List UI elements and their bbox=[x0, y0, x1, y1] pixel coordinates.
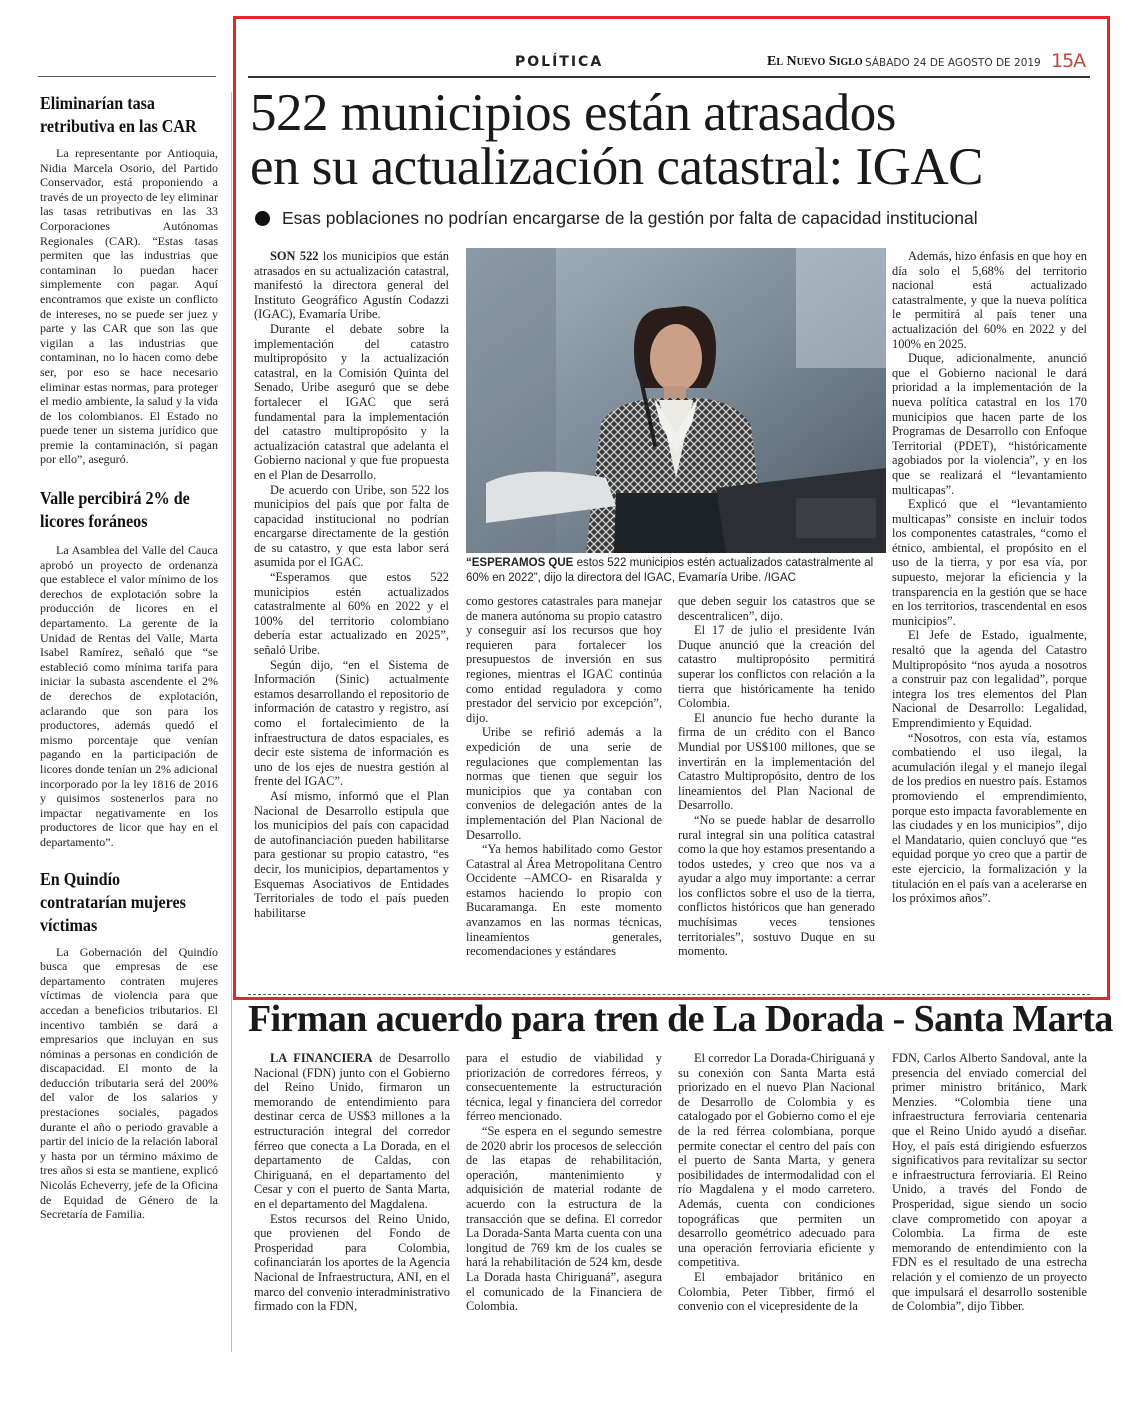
main-headline bbox=[250, 86, 1100, 194]
sidebar-headline: Valle percibirá 2% de licores foráneos bbox=[40, 488, 190, 532]
photo-director-at-podium bbox=[466, 248, 886, 553]
paragraph: “No se puede hablar de desarrollo rural integral sin una política catastral como la que hoy estamos presentando a todos ustedes, y creo que nos va a ayudar a algo muy importante: a cerrar los conflictos sobre el uso de la tierra, conflictos históricos que han generado muchísimas veces tensiones territoriales”, sostuvo Duque en su momento. bbox=[678, 812, 875, 959]
paragraph: como gestores catastrales para manejar de manera autónoma su propio catastro y conseguir así los recursos que hoy requieren para fortalecer los presupuestos de inversión en sus regiones, mientras el IGAC continúa como entidad reguladora y como prestador del servicio por excepción”, dijo. bbox=[466, 594, 662, 725]
paragraph: El anuncio fue hecho durante la firma de un crédito con el Banco Mundial por US$100 millones, que se invertirán en la implementación del Catastro Multipropósito, dentro de los lineamientos del Plan Nacional de Desarrollo. bbox=[678, 710, 875, 813]
lead-in: SON 522 bbox=[270, 249, 319, 263]
paragraph: Duque, adicionalmente, anunció que el Gobierno nacional le dará prioridad a la implementación de la nueva política catastral en los 170 municipios que hacen parte de los Programas de Desarrollo con Enfoque Territorial (PDET), “históricamente agobiados por la violencia”, y en los que se realizará el “levantamiento multicapas”. bbox=[892, 351, 1087, 497]
caption-text: estos 522 municipios estén actualizados catastralmente al 60% en 2022”, dijo la directora del IGAC, Evamaría Uribe. /IGAC bbox=[466, 557, 874, 584]
headline-line-1: 522 municipios están atrasados bbox=[250, 84, 896, 142]
page-number: 15A bbox=[1051, 50, 1086, 72]
paragraph: El corredor La Dorada-Chiriguaná y su conexión con Santa Marta está priorizado en el nuevo Plan Nacional de Desarrollo de Colombia y es catalogado por el Gobierno como el eje de la red férrea colombiana, porque permite conectar el centro del país con el puerto de Santa Marta, y genera posibilidades de intermodalidad con el río Magdalena y el modo carretero. Además, cuenta con condiciones topográficas que permiten un desarrollo geométrico adecuado para una operación ferroviaria eficiente y competitiva. bbox=[678, 1051, 875, 1270]
bottom-first-paragraph bbox=[254, 1051, 450, 1212]
article-photo bbox=[466, 248, 886, 553]
main-column-3 bbox=[678, 594, 875, 959]
paragraph: El Jefe de Estado, igualmente, resaltó que la agenda del Catastro Multipropósito “nos ayuda a nosotros a construir paz con legalidad”, porque integra los tres elementos del Plan Nacional de Desarrollo: Legalidad, Emprendimiento y Equidad. bbox=[892, 628, 1087, 730]
paragraph: El 17 de julio el presidente Iván Duque anunció que la creación del catastro multipropósito permitirá superar los conflictos con relación a la tierra que históricamente ha tenido Colombia. bbox=[678, 623, 875, 711]
paragraph: “Esperamos que estos 522 municipios estén actualizados catastralmente al 60% en 2022 y el 100% del territorio colombiano debería estar actualizado en 2025”, señaló Uribe. bbox=[254, 570, 449, 658]
photo-caption bbox=[466, 556, 886, 585]
headline-line-2: en su actualización catastral: IGAC bbox=[250, 138, 984, 196]
paragraph: FDN, Carlos Alberto Sandoval, ante la presencia del enviado comercial del primer ministro británico, Mark Menzies. “Colombia tiene una infraestructura ferroviaria centenaria que el Reino Unido ayudó a diseñar. Hoy, el país está dirigiendo esfuerzos significativos para revitalizar su sector e infraestructura ferroviaria. El Reino Unido, a través del Fondo de Prosperidad, sigue siendo un socio clave comprometido con apoyar a Colombia. La firma de este memorando de entendimiento con la FDN es el resultado de una estrecha relación y el comienzo de un proyecto que impulsará el desarrollo sostenible de Colombia”, dijo Tibber. bbox=[892, 1051, 1087, 1314]
sidebar-article-quindio bbox=[40, 868, 218, 1222]
issue-date: SÁBADO 24 DE AGOSTO DE 2019 bbox=[865, 57, 1041, 69]
paragraph: Según dijo, “en el Sistema de Información (Sinic) actualmente estamos desarrollando el repositorio de información de catastro y registro, así como el fortalecimiento de la infraestructura de datos espaciales, es decir este sistema de información es uno de los ejes de nuestra gestión al frente del IGAC”. bbox=[254, 657, 449, 789]
paragraph: para el estudio de viabilidad y priorización de corredores férreos, y consecuentemente la estructuración técnica, legal y financiera del corredor férreo mencionado. bbox=[466, 1051, 662, 1124]
bullet-icon bbox=[255, 211, 270, 226]
article-separator-rule bbox=[248, 994, 1090, 995]
bottom-column-3 bbox=[678, 1051, 875, 1314]
page-header bbox=[245, 50, 1090, 77]
paragraph: de Desarrollo Nacional (FDN) junto con el Gobierno del Reino Unido, firmaron un memorando de entendimiento para destinar cerca de US$3 millones a la estructuración integral del corredor férreo que conecta a La Dorada, en el departamento de Caldas, con Chiriguaná, en el departamento del Cesar y con el puerto de Santa Marta, en el departamento del Magdalena. bbox=[254, 1051, 450, 1211]
paragraph: “Ya hemos habilitado como Gestor Catastral al Área Metropolitana Centro Occidente –AMCO- en Risaralda y estamos haciendo lo propio con Bucaramanga. En este momento avanzamos en las normas técnicas, lineamientos generales, recomendaciones y estándares bbox=[466, 842, 662, 959]
header-rule bbox=[248, 76, 1090, 78]
main-column-1 bbox=[254, 249, 449, 920]
bottom-column-4 bbox=[892, 1051, 1087, 1314]
paragraph: “Se espera en el segundo semestre de 2020 abrir los procesos de selección de las etapas de rehabilitación, operación, mantenimiento y adquisición de material rodante de acuerdo con la estructura de la transacción que se defina. El corredor La Dorada-Santa Marta cuenta con una longitud de 769 km de los cuales se hará la rehabilitación de 524 km, desde La Dorada hasta Chiriguaná”, asegura el comunicado de la Financiera de Colombia. bbox=[466, 1123, 662, 1314]
sidebar-article-car bbox=[40, 92, 218, 467]
sidebar bbox=[40, 92, 218, 1222]
lead-in: LA FINANCIERA bbox=[270, 1051, 373, 1065]
main-column-2 bbox=[466, 594, 662, 959]
col1-first-paragraph bbox=[254, 249, 449, 322]
sidebar-text: La Asamblea del Valle del Cauca aprobó un proyecto de ordenanza que establece el valor mínimo de los derechos de explotación sobre la producción de licores en el departamento. La gerente de la Unidad de Rentas del Valle, Marta Isabel Ramírez, señaló que “se estableció como mínima tarifa para iniciar la subasta ascendente el 2% de derechos de explotación, aclarando que son para los productores, además quedó el mismo porcentaje que venían pagando en la participación de licores donde tenían un 2% adicional incorporado por la ley 1816 de 2016 y quisimos sostenerlos para no impactar negativamente en los productores de licor que hay en el departamento”. bbox=[40, 543, 218, 849]
subheadline-text: Esas poblaciones no podrían encargarse de la gestión por falta de capacidad institucional bbox=[282, 208, 978, 228]
sidebar-text: La Gobernación del Quindío busca que empresas de ese departamento contraten mujeres víctimas de violencia para que accedan a beneficios tributarios. El incentivo también se dará a empresarios que incluyan en sus nóminas a personas en condición de discapacidad. El monto de la deducción tributaria será del 200% del valor de los salarios y prestaciones sociales, pagados durante el año o periodo gravable a partir del inicio de la relación laboral y hasta por un término máximo de tres años si esta se mantiene, explicó Nicolás Echeverry, jefe de la Oficina de Equidad de Género de la Secretaría de Familia. bbox=[40, 944, 218, 1222]
bottom-headline: Firman acuerdo para tren de La Dorada - Santa Marta bbox=[248, 998, 1113, 1040]
paragraph: los municipios que están atrasados en su actualización catastral, manifestó la directora general del Instituto Geográfico Agustín Codazzi (IGAC), Evamaría Uribe. bbox=[254, 249, 450, 322]
bottom-column-2 bbox=[466, 1051, 662, 1314]
bottom-column-1 bbox=[254, 1051, 450, 1314]
paragraph: Durante el debate sobre la implementación del catastro multipropósito y la actualización catastral, en la Comisión Quinta del Senado, Uribe aseguró que se debe fortalecer el IGAC que será fundamental para la implementación del catastro multipropósito y la actualización catastral que adelanta el Gobierno nacional y que fue propuesta en el Plan de Desarrollo. bbox=[254, 321, 449, 482]
main-column-4 bbox=[892, 249, 1087, 906]
sidebar-top-rule bbox=[38, 76, 216, 77]
sidebar-text: La representante por Antioquia, Nidia Marcela Osorio, del Partido Conservador, está proponiendo a través de un proyecto de ley eliminar las tasas retributivas en las 33 Corporaciones Autónomas Regionales (CAR). “Estas tasas permiten que las industrias que contaminan lo puedan hacer simplemente con pagar. Aquí encontramos que existe un conflicto de intereses, no se puede ser juez y parte y las CAR que son las que vigilan a las industrias que contaminan, no lo hacen como debe ser, por eso se hace necesario eliminar estas normas, para proteger el medio ambiente, la salud y la vida de los colombianos. El Estado no puede tener un sistema jurídico que premie la contaminación, si pagan por ello”, aseguró. bbox=[40, 146, 218, 467]
sidebar-headline: Eliminarían tasa retributiva en las CAR bbox=[40, 93, 197, 136]
paragraph: Uribe se refirió además a la expedición de una serie de regulaciones que complementan las normas que tienen que seguir los municipios que ya contaban con convenios de delegación antes de la implementación del Plan Nacional de Desarrollo. bbox=[466, 725, 662, 842]
section-label: POLÍTICA bbox=[515, 54, 604, 70]
subheadline bbox=[255, 208, 1085, 230]
caption-lead: “ESPERAMOS QUE bbox=[466, 557, 574, 569]
sidebar-column-rule bbox=[231, 92, 232, 1352]
sidebar-article-valle bbox=[40, 487, 218, 849]
paragraph: Además, hizo énfasis en que hoy en día solo el 5,68% del territorio nacional está actualizado catastralmente, y que la nueva política le permitirá al país tener una actualización del 60% en 2022 y del 100% en 2025. bbox=[892, 249, 1087, 351]
paragraph: que deben seguir los catastros que se descentralicen”, dijo. bbox=[678, 594, 875, 623]
paragraph: Estos recursos del Reino Unido, que provienen del Fondo de Prosperidad para Colombia, cofinanciarán los aportes de la Agencia Nacional de Infraestructura, ANI, en el marco del convenio interadministrativo firmado con la FDN, bbox=[254, 1211, 450, 1314]
newspaper-logo: El Nuevo Siglo bbox=[767, 54, 863, 69]
paragraph: Así mismo, informó que el Plan Nacional de Desarrollo estipula que los municipios del país con capacidad de autofinanciación pueden habilitarse para gestionar su propio catastro, “es decir, los municipios, departamentos y Esquemas Asociativos de Entidades Territoriales de todo el país pueden habilitarse bbox=[254, 788, 449, 920]
sidebar-headline: En Quindío contratarían mujeres víctimas bbox=[40, 868, 186, 935]
paragraph: “Nosotros, con esta vía, estamos combatiendo el uso ilegal, la acumulación ilegal y el manejo ilegal de los predios en nuestro país. Estamos promoviendo el emprendimiento, porque esto impacta favorablemente en las ciudades y en los municipios”, dijo el Mandatario, quien concluyó que “es equidad porque yo creo que a partir de este ejercicio, la formalización y la titulación en el país van a acelerarse en los próximos años”. bbox=[892, 730, 1087, 906]
paragraph: El embajador británico en Colombia, Peter Tibber, firmó el convenio con el vicepresidente de la bbox=[678, 1269, 875, 1314]
paragraph: De acuerdo con Uribe, son 522 los municipios del país que por falta de capacidad institucional no podrían encargarse directamente de la gestión de su catastro, y que esta labor será asumida por el IGAC. bbox=[254, 482, 449, 570]
paragraph: Explicó que el “levantamiento multicapas” consiste en incluir todos los componentes catastrales, “como el étnico, ambiental, el propósito en el uso de la tierra, y por esa vía, por supuesto, mejorar la eficiencia y la transparencia en la gestión que se hace en los territorios, trascendental en esos municipios”. bbox=[892, 497, 1087, 628]
